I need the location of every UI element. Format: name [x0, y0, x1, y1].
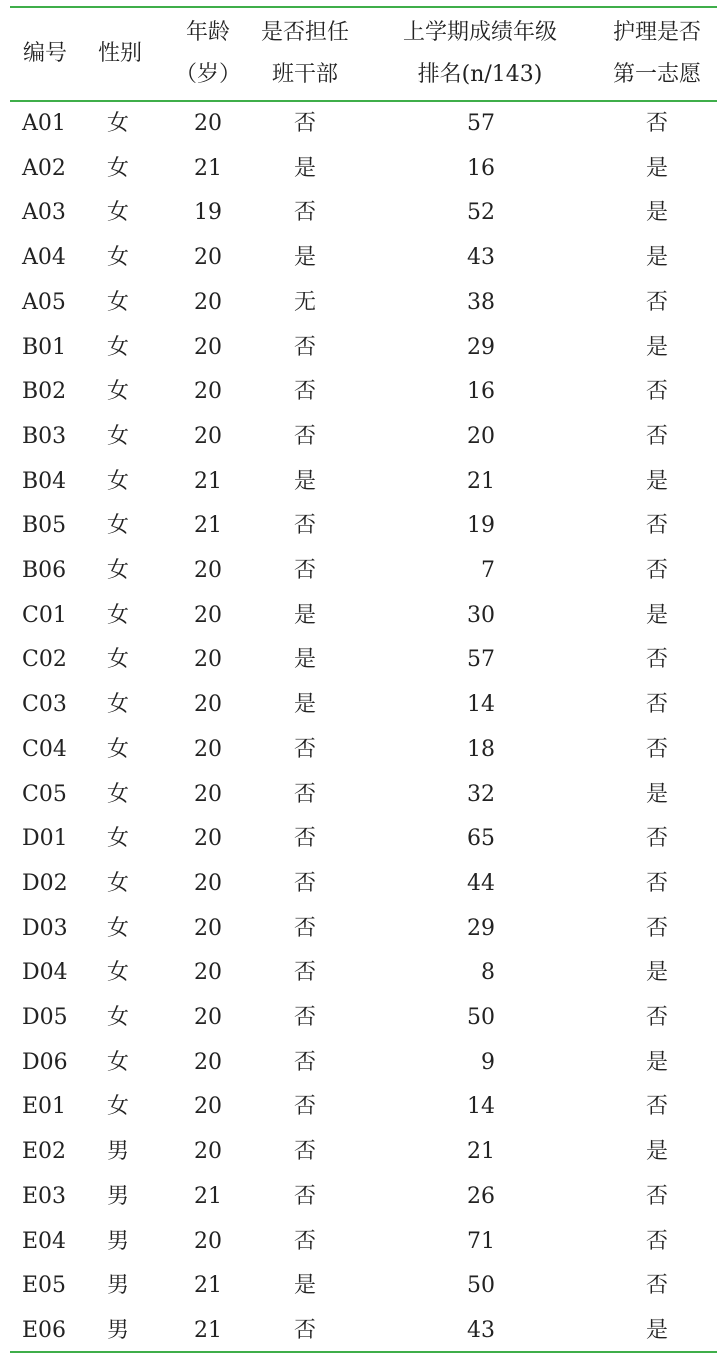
cell-sex: 女	[107, 111, 130, 136]
cell-class-cadre: 是	[293, 1273, 316, 1299]
cell-id: E06	[22, 1317, 67, 1343]
cell-grade-rank: 43	[467, 1317, 495, 1343]
cell-nursing-first-choice: 是	[645, 200, 668, 226]
cell-nursing-first-choice: 否	[645, 1228, 668, 1254]
cell-age: 21	[194, 468, 222, 494]
cell-nursing-first-choice: 否	[645, 1273, 668, 1299]
cell-age: 20	[194, 1049, 222, 1075]
cell-id: C03	[22, 692, 67, 718]
cell-nursing-first-choice: 否	[645, 379, 668, 405]
table-row	[10, 728, 717, 773]
cell-id: A02	[22, 155, 66, 181]
cell-grade-rank: 57	[467, 647, 495, 673]
cell-class-cadre: 是	[293, 245, 316, 271]
cell-nursing-first-choice: 否	[645, 736, 668, 762]
table-bottom-rule	[10, 1351, 717, 1353]
table-row	[10, 907, 717, 952]
cell-id: D03	[22, 915, 68, 941]
cell-sex: 女	[107, 200, 130, 226]
cell-id: D01	[22, 826, 68, 852]
cell-class-cadre: 是	[293, 647, 316, 673]
cell-id: A03	[22, 200, 66, 226]
cell-sex: 男	[107, 1273, 130, 1299]
header-grade-rank: 上学期成绩年级 排名(n/143)	[402, 20, 557, 87]
table-row	[10, 1041, 717, 1086]
cell-age: 20	[194, 245, 222, 271]
cell-class-cadre: 否	[293, 781, 316, 807]
cell-class-cadre: 否	[293, 1139, 316, 1165]
cell-grade-rank: 43	[467, 245, 495, 271]
cell-sex: 女	[107, 647, 130, 673]
cell-nursing-first-choice: 否	[645, 1005, 668, 1030]
cell-class-cadre: 否	[293, 1005, 316, 1030]
cell-sex: 女	[107, 915, 130, 941]
cell-age: 21	[194, 155, 222, 181]
header-id: 编号	[22, 41, 67, 66]
table-row	[10, 773, 717, 818]
cell-id: D04	[22, 960, 68, 986]
cell-grade-rank: 44	[467, 870, 495, 896]
cell-class-cadre: 无	[293, 289, 316, 315]
cell-class-cadre: 否	[293, 558, 316, 583]
cell-sex: 女	[107, 245, 130, 271]
table-row	[10, 683, 717, 728]
cell-nursing-first-choice: 否	[645, 558, 668, 583]
cell-nursing-first-choice: 是	[645, 155, 668, 181]
cell-grade-rank: 21	[467, 468, 495, 494]
cell-age: 20	[194, 692, 222, 718]
table-row	[10, 862, 717, 907]
cell-id: C01	[22, 602, 67, 628]
cell-class-cadre: 是	[293, 468, 316, 494]
cell-age: 20	[194, 1228, 222, 1254]
cell-nursing-first-choice: 是	[645, 1139, 668, 1165]
cell-grade-rank: 16	[467, 379, 495, 405]
table-row	[10, 951, 717, 996]
cell-age: 21	[194, 1183, 222, 1209]
cell-grade-rank: 20	[467, 423, 495, 449]
cell-id: B03	[22, 423, 67, 449]
cell-grade-rank: 9	[481, 1049, 495, 1075]
cell-class-cadre: 否	[293, 513, 316, 539]
cell-nursing-first-choice: 否	[645, 513, 668, 539]
cell-class-cadre: 否	[293, 1094, 316, 1120]
cell-id: B01	[22, 334, 67, 360]
cell-sex: 女	[107, 468, 130, 494]
header-class-cadre: 是否担任 班干部	[260, 20, 349, 87]
table-row	[10, 147, 717, 192]
cell-nursing-first-choice: 是	[645, 1317, 668, 1343]
cell-age: 20	[194, 558, 222, 583]
cell-id: B06	[22, 558, 67, 583]
cell-id: B05	[22, 513, 67, 539]
header-sex: 性别	[97, 41, 142, 66]
cell-sex: 女	[107, 602, 130, 628]
cell-age: 21	[194, 1273, 222, 1299]
table-row	[10, 504, 717, 549]
cell-grade-rank: 52	[467, 200, 495, 226]
cell-grade-rank: 38	[467, 289, 495, 315]
cell-nursing-first-choice: 否	[645, 111, 668, 136]
table-row	[10, 549, 717, 594]
cell-id: D06	[22, 1049, 68, 1075]
cell-grade-rank: 19	[467, 513, 495, 539]
cell-age: 20	[194, 781, 222, 807]
cell-grade-rank: 18	[467, 736, 495, 762]
cell-class-cadre: 否	[293, 1228, 316, 1254]
cell-nursing-first-choice: 否	[645, 1183, 668, 1209]
cell-grade-rank: 50	[467, 1005, 495, 1030]
table-row	[10, 638, 717, 683]
table-header	[10, 8, 717, 100]
cell-id: C04	[22, 736, 67, 762]
cell-sex: 男	[107, 1139, 130, 1165]
cell-age: 20	[194, 647, 222, 673]
cell-sex: 女	[107, 1094, 130, 1120]
cell-age: 21	[194, 1317, 222, 1343]
cell-class-cadre: 否	[293, 736, 316, 762]
cell-nursing-first-choice: 否	[645, 647, 668, 673]
table-row	[10, 281, 717, 326]
cell-nursing-first-choice: 否	[645, 289, 668, 315]
table-row	[10, 370, 717, 415]
cell-nursing-first-choice: 否	[645, 692, 668, 718]
cell-grade-rank: 50	[467, 1273, 495, 1299]
cell-class-cadre: 否	[293, 111, 316, 136]
cell-nursing-first-choice: 是	[645, 468, 668, 494]
cell-age: 20	[194, 1139, 222, 1165]
cell-nursing-first-choice: 否	[645, 826, 668, 852]
table-row	[10, 817, 717, 862]
cell-sex: 女	[107, 1005, 130, 1030]
table-row	[10, 460, 717, 505]
cell-nursing-first-choice: 否	[645, 915, 668, 941]
cell-sex: 女	[107, 155, 130, 181]
cell-class-cadre: 否	[293, 334, 316, 360]
cell-sex: 女	[107, 513, 130, 539]
cell-age: 21	[194, 513, 222, 539]
cell-age: 19	[194, 200, 222, 226]
cell-age: 20	[194, 334, 222, 360]
cell-age: 20	[194, 870, 222, 896]
cell-age: 20	[194, 915, 222, 941]
cell-id: D05	[22, 1005, 68, 1030]
cell-sex: 女	[107, 334, 130, 360]
cell-nursing-first-choice: 是	[645, 245, 668, 271]
cell-id: E03	[22, 1183, 67, 1209]
cell-class-cadre: 否	[293, 870, 316, 896]
cell-age: 20	[194, 960, 222, 986]
cell-age: 20	[194, 111, 222, 136]
table-row	[10, 326, 717, 371]
cell-age: 20	[194, 736, 222, 762]
cell-grade-rank: 57	[467, 111, 495, 136]
cell-grade-rank: 8	[481, 960, 495, 986]
cell-sex: 女	[107, 558, 130, 583]
cell-grade-rank: 16	[467, 155, 495, 181]
cell-age: 20	[194, 602, 222, 628]
cell-sex: 女	[107, 692, 130, 718]
cell-class-cadre: 否	[293, 379, 316, 405]
cell-sex: 女	[107, 870, 130, 896]
cell-age: 20	[194, 1005, 222, 1030]
cell-nursing-first-choice: 是	[645, 781, 668, 807]
table-row	[10, 102, 717, 147]
cell-class-cadre: 否	[293, 1183, 316, 1209]
cell-sex: 男	[107, 1183, 130, 1209]
cell-class-cadre: 是	[293, 602, 316, 628]
cell-nursing-first-choice: 否	[645, 870, 668, 896]
cell-class-cadre: 是	[293, 692, 316, 718]
cell-age: 20	[194, 289, 222, 315]
table-row	[10, 1130, 717, 1175]
header-nursing-first-choice: 护理是否 第一志愿	[612, 20, 701, 87]
cell-grade-rank: 30	[467, 602, 495, 628]
cell-sex: 男	[107, 1228, 130, 1254]
table-row	[10, 996, 717, 1041]
cell-id: E02	[22, 1139, 67, 1165]
cell-age: 20	[194, 423, 222, 449]
cell-class-cadre: 否	[293, 915, 316, 941]
cell-class-cadre: 是	[293, 155, 316, 181]
cell-nursing-first-choice: 是	[645, 334, 668, 360]
cell-sex: 女	[107, 289, 130, 315]
cell-class-cadre: 否	[293, 423, 316, 449]
cell-sex: 男	[107, 1317, 130, 1343]
cell-sex: 女	[107, 826, 130, 852]
cell-sex: 女	[107, 960, 130, 986]
cell-grade-rank: 29	[467, 334, 495, 360]
cell-grade-rank: 26	[467, 1183, 495, 1209]
cell-nursing-first-choice: 是	[645, 1049, 668, 1075]
cell-id: A05	[22, 289, 66, 315]
cell-grade-rank: 14	[467, 692, 495, 718]
table-row	[10, 1175, 717, 1220]
cell-nursing-first-choice: 是	[645, 602, 668, 628]
table-row	[10, 415, 717, 460]
cell-id: E01	[22, 1094, 67, 1120]
cell-age: 20	[194, 826, 222, 852]
cell-id: C05	[22, 781, 67, 807]
cell-grade-rank: 14	[467, 1094, 495, 1120]
cell-id: B02	[22, 379, 67, 405]
cell-class-cadre: 否	[293, 960, 316, 986]
cell-grade-rank: 71	[467, 1228, 495, 1254]
table-row	[10, 236, 717, 281]
cell-id: A04	[22, 245, 66, 271]
table-row	[10, 594, 717, 639]
cell-nursing-first-choice: 否	[645, 423, 668, 449]
cell-id: D02	[22, 870, 68, 896]
cell-id: C02	[22, 647, 67, 673]
cell-grade-rank: 7	[481, 558, 495, 583]
cell-sex: 女	[107, 1049, 130, 1075]
cell-sex: 女	[107, 379, 130, 405]
table-row	[10, 191, 717, 236]
table-row	[10, 1264, 717, 1309]
cell-age: 20	[194, 379, 222, 405]
table-row	[10, 1220, 717, 1265]
cell-class-cadre: 否	[293, 1049, 316, 1075]
cell-grade-rank: 65	[467, 826, 495, 852]
cell-sex: 女	[107, 736, 130, 762]
cell-age: 20	[194, 1094, 222, 1120]
cell-class-cadre: 否	[293, 826, 316, 852]
cell-class-cadre: 否	[293, 1317, 316, 1343]
cell-id: A01	[22, 111, 66, 136]
cell-grade-rank: 21	[467, 1139, 495, 1165]
cell-nursing-first-choice: 是	[645, 960, 668, 986]
cell-nursing-first-choice: 否	[645, 1094, 668, 1120]
cell-grade-rank: 29	[467, 915, 495, 941]
cell-sex: 女	[107, 423, 130, 449]
cell-id: B04	[22, 468, 67, 494]
cell-sex: 女	[107, 781, 130, 807]
table-row	[10, 1085, 717, 1130]
table-row	[10, 1309, 717, 1354]
cell-class-cadre: 否	[293, 200, 316, 226]
cell-grade-rank: 32	[467, 781, 495, 807]
header-age: 年龄 （岁）	[174, 20, 241, 87]
cell-id: E04	[22, 1228, 67, 1254]
cell-id: E05	[22, 1273, 67, 1299]
